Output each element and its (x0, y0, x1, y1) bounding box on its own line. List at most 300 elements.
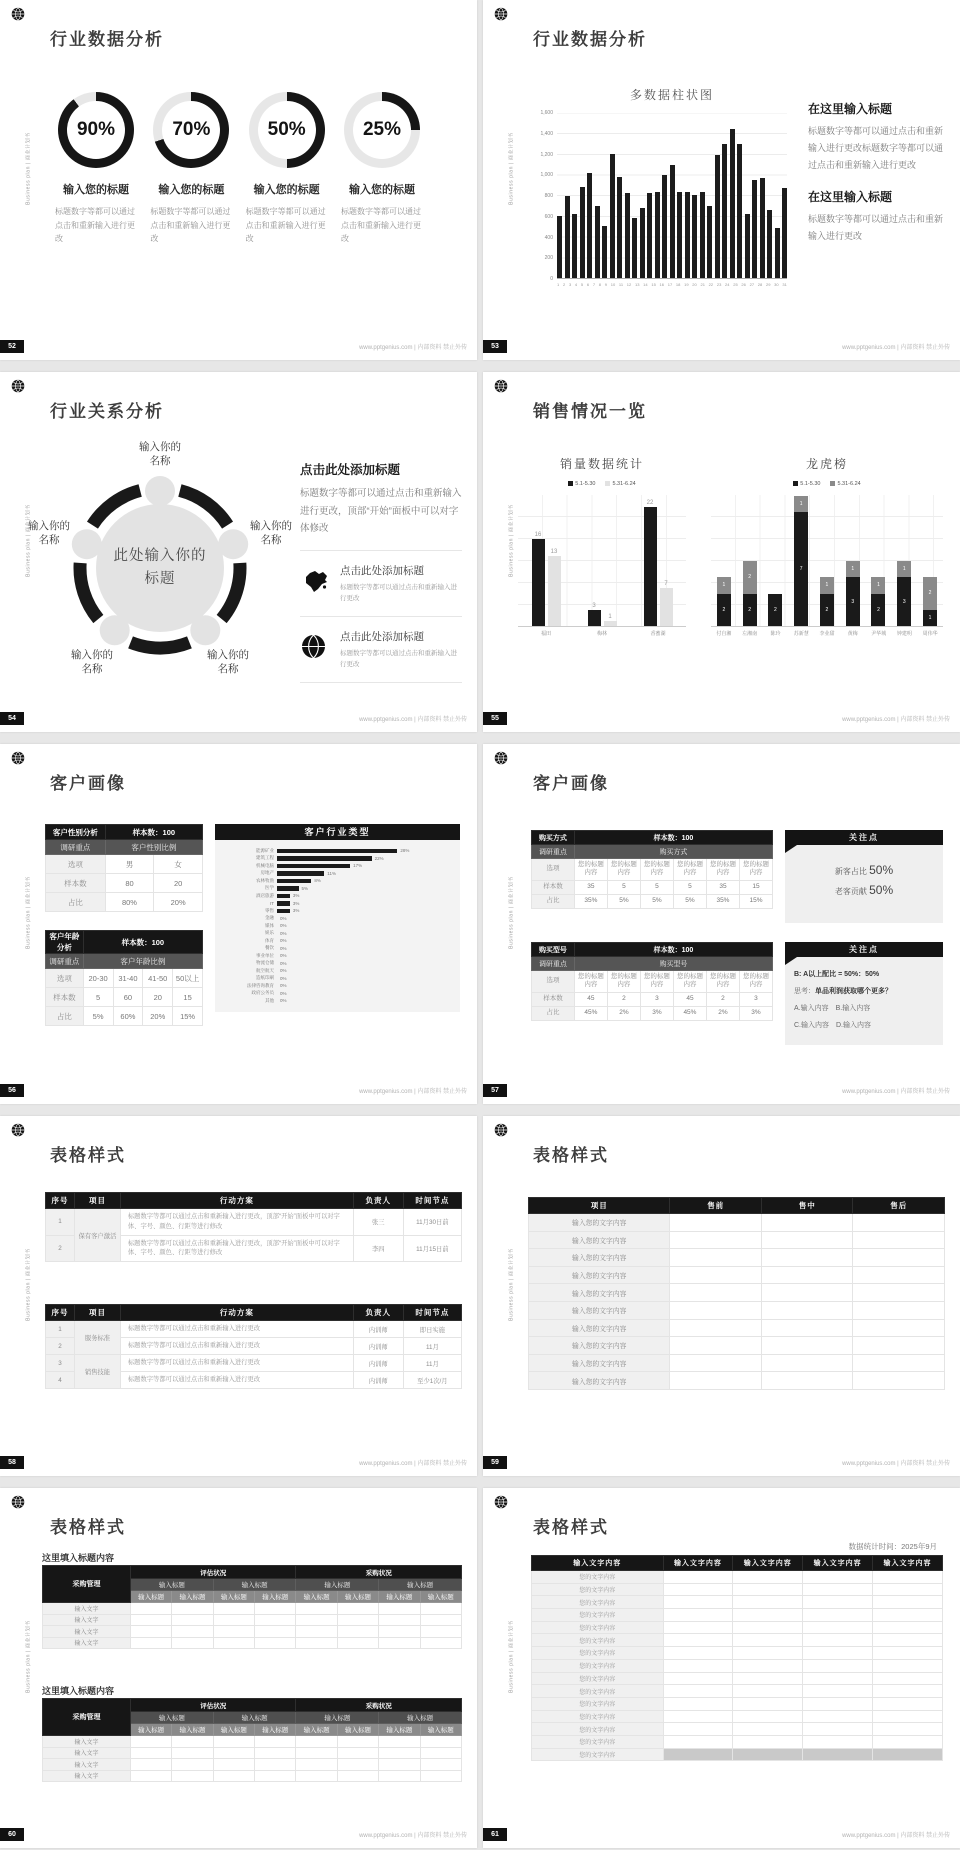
donut-item (244, 92, 330, 246)
table-cell (663, 1647, 733, 1660)
footer-text: www.pptgenius.com | 内部资料 禁止外传 (359, 717, 467, 723)
table-cell (761, 1354, 853, 1372)
table-subheader-cell: 调研重点 (46, 954, 84, 969)
grouped-bar-chart (518, 455, 686, 637)
bar (595, 206, 600, 278)
y-tick-label: 0 (550, 276, 553, 282)
table-cell: 5% (640, 894, 673, 908)
industry-bar-row (219, 937, 450, 945)
donut-percent-label: 25% (353, 101, 411, 159)
bar-segment-top: 1 (717, 577, 731, 593)
table-cell: 您的文字内容 (532, 1659, 664, 1672)
brand-logo-icon (11, 379, 25, 393)
table-cell (873, 1621, 943, 1634)
y-tick-label: 400 (544, 234, 553, 241)
table-row (43, 1759, 462, 1771)
table-cell: 您的标题内容 (673, 859, 706, 881)
x-axis-labels (711, 630, 943, 637)
table-cell (420, 1759, 461, 1771)
bar (548, 556, 561, 626)
table-cell (873, 1735, 943, 1748)
donut-chart-row (53, 92, 425, 246)
table-header-cell: 输入文字内容 (532, 1556, 664, 1571)
footer-text: www.pptgenius.com | 内部资料 禁止外传 (359, 345, 467, 351)
table-cell (337, 1736, 378, 1748)
table-row (43, 1770, 462, 1782)
x-tick-label: 14 (643, 282, 648, 287)
table-header-cell: 输入文字内容 (803, 1556, 873, 1571)
table-cell (733, 1735, 803, 1748)
sidebar-vertical-text: Business plan | 商业计划书 (508, 1620, 515, 1693)
y-tick-label: 800 (544, 193, 553, 199)
table-cell (130, 1614, 171, 1626)
page-number: 52 (0, 340, 24, 353)
stacked-bar (743, 561, 757, 626)
table-cell (663, 1596, 733, 1609)
x-tick-label: 22 (708, 282, 714, 287)
page-number: 56 (0, 1084, 24, 1097)
item-description: 标题数字等都可以通过点击和重新输入进行更改 (340, 649, 457, 668)
table-cell: 45% (574, 1006, 607, 1020)
x-tick-label: 23 (716, 282, 722, 287)
table-cell (663, 1723, 733, 1736)
table-header-cell: 行动方案 (120, 1305, 353, 1321)
industry-value: 17% (353, 863, 363, 869)
table-cell (130, 1626, 171, 1638)
y-tick-label: 200 (544, 255, 553, 262)
x-tick-label: 25 (733, 282, 738, 287)
legend-swatch (793, 481, 798, 486)
industry-bar-row (219, 952, 450, 960)
industry-label: 能源矿业 (256, 847, 274, 853)
brand-logo-icon (11, 1123, 25, 1137)
x-tick-label: 周伟华 (922, 631, 938, 637)
table-cell: 输入文字 (43, 1759, 131, 1771)
table-cell (296, 1770, 337, 1782)
table-row (43, 1626, 462, 1638)
table-cell: 标题数字等都可以通过点击和重新输入进行更改 (120, 1321, 353, 1338)
table-subheader-cell: 输入标题 (255, 1591, 296, 1603)
table-subheader-cell: 输入标题 (337, 1724, 378, 1736)
bar-group (532, 532, 561, 626)
table-cell (803, 1571, 873, 1584)
table-header-cell: 序号 (46, 1305, 75, 1321)
industry-bar-row (219, 877, 450, 885)
item-title: 点击此处添加标题 (340, 564, 424, 577)
x-tick-label: 21 (700, 282, 705, 287)
table-row (532, 1006, 773, 1020)
y-tick-label: 1,000 (540, 172, 553, 179)
table-cell: 输入您的文字内容 (529, 1231, 670, 1249)
table-cell: 2 (607, 992, 640, 1006)
table-cell (379, 1747, 420, 1759)
table-cell (761, 1284, 853, 1302)
table-cell: 您的标题内容 (739, 859, 772, 881)
bar-column (660, 581, 673, 626)
x-tick-label: 钟建明 (896, 631, 912, 637)
x-tick-label: 30 (774, 282, 779, 287)
table-header-row (529, 1198, 945, 1214)
bar (587, 173, 592, 278)
callout-header: 关注点 (785, 830, 943, 845)
table-header-cell: 时间节点 (403, 1193, 461, 1209)
table-cell (663, 1685, 733, 1698)
bar (760, 178, 765, 278)
table-header-cell: 售前 (670, 1198, 762, 1214)
stacked-bar (768, 594, 782, 627)
table-cell (853, 1266, 945, 1284)
table-cell: 样本数 (532, 880, 575, 894)
bar-segment-bottom: 2 (768, 594, 782, 627)
table-cell (670, 1249, 762, 1267)
industry-bar-row (219, 885, 450, 893)
table-subheader-cell: 输入标题 (379, 1591, 420, 1603)
block-body: 标题数字等都可以通过点击和重新输入进行更改 (808, 214, 944, 242)
table-cell (337, 1759, 378, 1771)
table-cell: 标题数字等都可以通过点击和重新输入进行更改，顶部“开始”面板中可以对字体、字号、颜色、行距等进行修改 (120, 1209, 353, 1236)
industry-label: 酒店旅游 (256, 892, 274, 898)
table-cell: 您的文字内容 (532, 1710, 664, 1723)
table-subheader-cell: 输入标题 (255, 1724, 296, 1736)
table-row (529, 1249, 945, 1267)
bar (588, 610, 601, 626)
table-cell (663, 1583, 733, 1596)
bar (644, 507, 657, 626)
table-cell (761, 1337, 853, 1355)
page-number: 55 (483, 712, 507, 725)
industry-label: 建筑工程 (256, 855, 274, 861)
table-cell (213, 1637, 254, 1649)
stacked-bar (794, 496, 808, 626)
bar-segment-top: 1 (897, 561, 911, 577)
x-tick-label: 24 (725, 282, 730, 287)
table-cell (873, 1571, 943, 1584)
industry-bar (277, 856, 372, 861)
donut-item (148, 92, 234, 246)
bar (685, 192, 690, 278)
table-subheader-cell: 输入标题 (130, 1591, 171, 1603)
legend-item: 5.31-6.24 (830, 481, 860, 487)
bar (604, 621, 617, 626)
y-tick-label: 1,200 (540, 151, 553, 158)
table-header-row (46, 825, 203, 840)
table-cell (379, 1614, 420, 1626)
bar-group (644, 500, 673, 626)
table-cell: 41-50 (143, 969, 173, 988)
bar (602, 226, 607, 278)
table-subheader-cell: 输入标题 (213, 1712, 296, 1724)
industry-bar (277, 886, 299, 891)
bar (677, 192, 682, 278)
donut-percent-label: 50% (258, 101, 316, 159)
sidebar-vertical-text: Business plan | 商业计划书 (508, 876, 515, 949)
purchase-table (531, 942, 773, 1021)
table-cell (670, 1337, 762, 1355)
table-subheader-cell: 输入标题 (420, 1724, 461, 1736)
table-cell: 输入您的文字内容 (529, 1284, 670, 1302)
table-cell: 您的标题内容 (607, 859, 640, 881)
table-header-cell: 样本数：100 (83, 931, 202, 954)
x-tick-label: 17 (667, 282, 673, 287)
x-tick-label: 6 (586, 282, 590, 287)
table-cell: 张三 (353, 1209, 403, 1236)
x-tick-label: 10 (610, 282, 616, 287)
table-cell (255, 1759, 296, 1771)
table-cell (873, 1583, 943, 1596)
industry-value: 22% (374, 855, 384, 861)
bar (660, 588, 673, 626)
table-cell (337, 1770, 378, 1782)
table-cell: 3 (640, 992, 673, 1006)
table-cell (761, 1231, 853, 1249)
bar-segment-bottom: 3 (846, 577, 860, 626)
table-cell: 您的标题内容 (706, 859, 739, 881)
table-cell: 2% (607, 1006, 640, 1020)
slide-title: 销售情况一览 (533, 402, 647, 421)
stage-table (528, 1197, 945, 1390)
table-cell (873, 1685, 943, 1698)
bar (715, 155, 720, 278)
table-cell: 3% (739, 1006, 772, 1020)
table-cell: 11月 (403, 1338, 461, 1355)
table-cell (255, 1637, 296, 1649)
table-row (532, 880, 773, 894)
industry-bar-row (219, 967, 450, 975)
table-cell: 60% (113, 1007, 143, 1026)
donut-percent-label: 90% (67, 101, 125, 159)
bar (767, 210, 772, 278)
bar (670, 165, 675, 278)
table-cell: 标题数字等都可以通过点击和重新输入进行更改 (120, 1338, 353, 1355)
callout-body (785, 845, 943, 923)
table-cell (296, 1759, 337, 1771)
x-tick-label: 12 (626, 282, 632, 287)
industry-bar-row (219, 855, 450, 863)
table-cell (255, 1747, 296, 1759)
bar (647, 193, 652, 278)
stacked-bar-chart (711, 455, 943, 637)
industry-bar-row (219, 945, 450, 953)
donut-caption: 输入您的标题 (348, 184, 415, 196)
table-cell: 输入文字 (43, 1747, 131, 1759)
bar (572, 214, 577, 278)
footer-text: www.pptgenius.com | 内部资料 禁止外传 (842, 717, 950, 723)
brand-logo-icon (494, 379, 508, 393)
table-cell (172, 1736, 213, 1748)
bar (707, 206, 712, 278)
table-cell (296, 1603, 337, 1615)
bar (580, 187, 585, 278)
table-cell: 您的文字内容 (532, 1748, 664, 1761)
table-cell: 1 (46, 1209, 75, 1236)
table-cell (873, 1659, 943, 1672)
table-cell (379, 1626, 420, 1638)
industry-bar-row (219, 870, 450, 878)
callout-box (785, 830, 943, 923)
table-cell (853, 1231, 945, 1249)
table-cell (853, 1301, 945, 1319)
table-row (46, 874, 203, 893)
table-row (43, 1603, 462, 1615)
table-cell: 女 (154, 855, 203, 874)
stacked-bar (820, 577, 834, 626)
table-cell: 2% (706, 1006, 739, 1020)
x-tick-label: 7 (592, 282, 596, 287)
table-row (532, 1659, 943, 1672)
table-row (46, 855, 203, 874)
bar (625, 193, 630, 278)
table-cell (172, 1603, 213, 1615)
table-subheader-cell: 购买型号 (574, 957, 772, 971)
table-cell (172, 1626, 213, 1638)
table-cell (255, 1614, 296, 1626)
table-cell (172, 1614, 213, 1626)
industry-value: 0% (280, 975, 287, 981)
table-cell: 5% (83, 1007, 113, 1026)
table-cell: 内训师 (353, 1372, 403, 1389)
industry-value: 0% (280, 998, 287, 1004)
text-column (300, 460, 462, 683)
table-cell: 输入文字 (43, 1614, 131, 1626)
table-subheader-cell: 输入标题 (420, 1591, 461, 1603)
callout-body (785, 957, 943, 1045)
plan-table (45, 1192, 462, 1262)
industry-label: 造纸印刷 (256, 975, 274, 981)
x-tick-label: 28 (757, 282, 763, 287)
table-cell (670, 1231, 762, 1249)
table-header-cell: 样本数：100 (574, 943, 772, 957)
bar (752, 180, 757, 278)
table-cell (733, 1571, 803, 1584)
table-cell (853, 1337, 945, 1355)
industry-label: 物流仓储 (256, 960, 274, 966)
brand-logo-icon (494, 1495, 508, 1509)
y-axis-labels (531, 110, 553, 282)
table-cell (853, 1284, 945, 1302)
bar-segment-bottom: 2 (871, 594, 885, 627)
table-cell (670, 1301, 762, 1319)
petal-label: 输入你的名称 (28, 519, 70, 546)
table-cell (379, 1736, 420, 1748)
table-cell (213, 1759, 254, 1771)
industry-bar-row (219, 907, 450, 915)
table-cell: 至少1次/月 (403, 1372, 461, 1389)
table-cell: 3% (640, 1006, 673, 1020)
table-cell: 45% (673, 1006, 706, 1020)
table-cell (761, 1319, 853, 1337)
table-cell: 标题数字等都可以通过点击和重新输入进行更改 (120, 1355, 353, 1372)
table-row (529, 1214, 945, 1232)
table-cell: 您的文字内容 (532, 1609, 664, 1622)
bar (617, 177, 622, 278)
x-tick-label: 11 (618, 282, 624, 287)
industry-bar (277, 864, 350, 869)
legend-item: 5.1-5.30 (793, 481, 820, 487)
donut-chart (153, 92, 229, 168)
table-subheader-cell: 输入标题 (337, 1591, 378, 1603)
table-cell: 35% (706, 894, 739, 908)
table-cell (803, 1697, 873, 1710)
table-cell (379, 1603, 420, 1615)
table-cell (296, 1747, 337, 1759)
x-tick-label: 20 (692, 282, 697, 287)
table-cell: 您的标题内容 (673, 971, 706, 993)
legend-swatch (605, 481, 610, 486)
plan-table (45, 1304, 462, 1389)
table-cell (213, 1747, 254, 1759)
table-cell: 35 (574, 880, 607, 894)
table-cell: 选项 (46, 969, 84, 988)
table-cell: 即日实施 (403, 1321, 461, 1338)
table-cell: 您的文字内容 (532, 1723, 664, 1736)
footer-text: www.pptgenius.com | 内部资料 禁止外传 (359, 1461, 467, 1467)
bar-column (548, 549, 561, 626)
industry-value: 3% (292, 900, 300, 906)
bar-value-label: 13 (550, 548, 558, 555)
table-cell: 5 (607, 880, 640, 894)
x-tick-label: 1 (557, 282, 560, 287)
bar-segment-top: 2 (923, 577, 937, 610)
donut-chart (58, 92, 134, 168)
table-row (532, 1748, 943, 1761)
footer-text: www.pptgenius.com | 内部资料 禁止外传 (842, 1089, 950, 1095)
bar-segment-top: 1 (846, 561, 860, 577)
table-cell: 5 (83, 988, 113, 1007)
table-cell (761, 1301, 853, 1319)
page-number: 60 (0, 1828, 24, 1841)
stacked-bar (897, 561, 911, 626)
petal-label: 输入你的名称 (207, 648, 249, 675)
table-header-cell: 客户年龄分析 (46, 931, 84, 954)
table-row (532, 1685, 943, 1698)
y-tick-label: 1,400 (540, 130, 553, 137)
table-cell: 80 (105, 874, 154, 893)
table-row (532, 1634, 943, 1647)
table-group-header: 评估状况 (130, 1699, 296, 1712)
table-cell (296, 1637, 337, 1649)
table-cell (420, 1770, 461, 1782)
table-cell: 您的文字内容 (532, 1685, 664, 1698)
table-row (532, 1735, 943, 1748)
table-header-row (46, 1193, 462, 1209)
table-subheader-cell: 输入标题 (379, 1579, 462, 1591)
sales-stage-table (528, 1197, 945, 1390)
table-cell: 销售技能 (75, 1355, 121, 1389)
table-subheader-cell: 输入标题 (213, 1724, 254, 1736)
table-cell (420, 1603, 461, 1615)
table-subheader-cell: 输入标题 (296, 1712, 379, 1724)
table-cell: 内训师 (353, 1321, 403, 1338)
x-tick-label: 香蜜湖 (650, 631, 666, 637)
donut-chart (344, 92, 420, 168)
petal-label: 输入你的名称 (71, 648, 113, 675)
legend-swatch (830, 481, 835, 486)
table-cell (213, 1626, 254, 1638)
legend-swatch (568, 481, 573, 486)
table-cell: 3 (739, 992, 772, 1006)
table-cell: 您的标题内容 (640, 859, 673, 881)
block-heading: 在这里输入标题 (808, 102, 893, 116)
donut-item (339, 92, 425, 246)
table-row (532, 971, 773, 993)
table-cell: 45 (673, 992, 706, 1006)
slide-title: 表格样式 (533, 1146, 609, 1165)
industry-label: IT (270, 900, 274, 906)
table-cell (130, 1770, 171, 1782)
table-cell: 20% (143, 1007, 173, 1026)
bar (655, 192, 660, 278)
industry-bar-row (219, 900, 450, 908)
